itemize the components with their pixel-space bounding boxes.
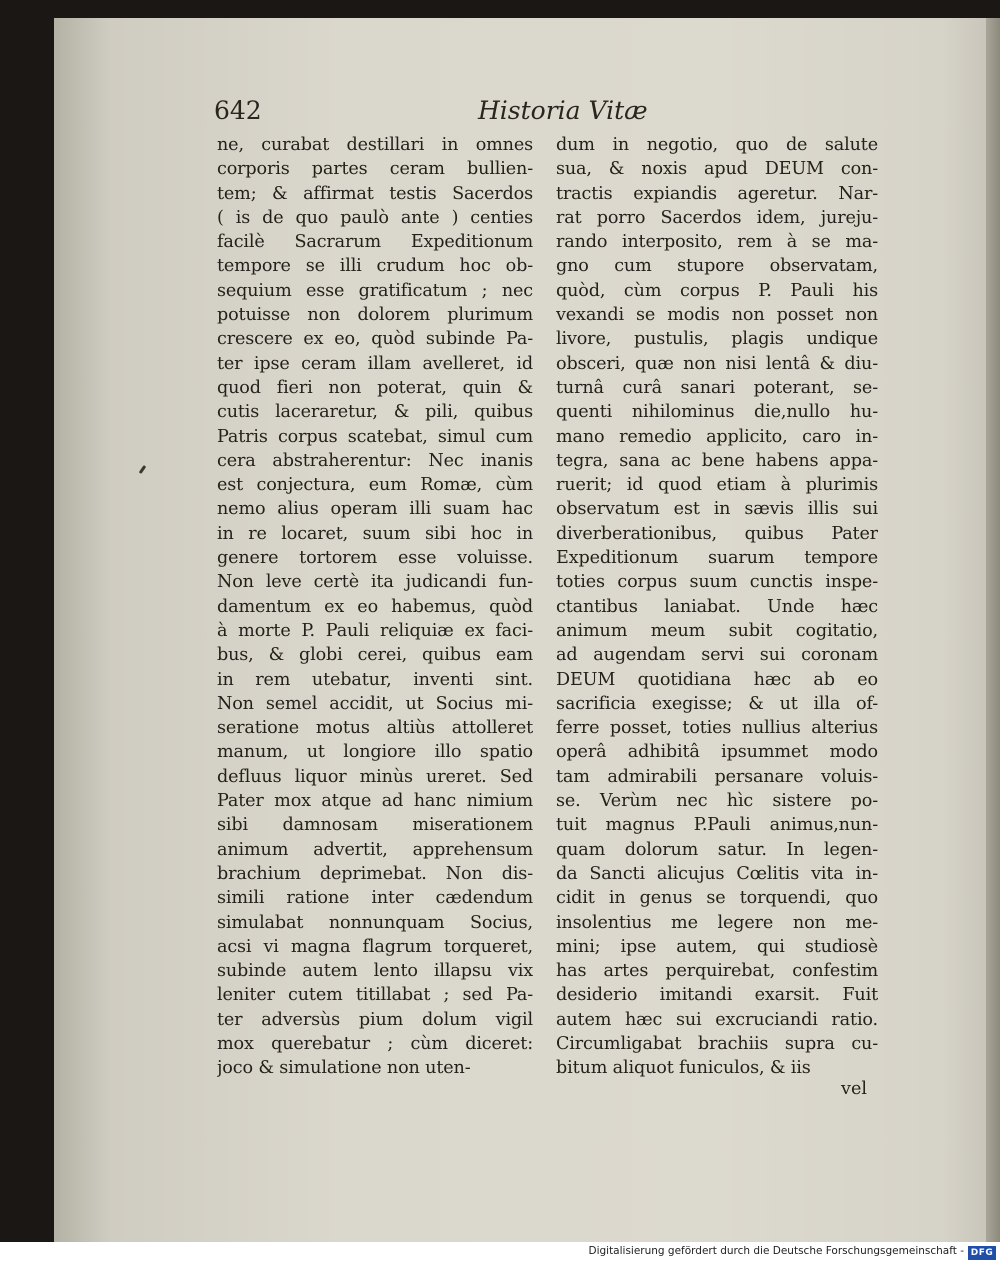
text-line: Circumligabat brachiis supra cu-	[556, 1033, 878, 1054]
dfg-logo: DFG	[968, 1246, 996, 1260]
page-number: 642	[214, 96, 262, 125]
text-line: corporis partes ceram bullien-	[217, 159, 533, 180]
text-line: livore, pustulis, plagis undique	[556, 329, 878, 350]
funding-credit: Digitalisierung gefördert durch die Deutsche Forschungsgemeinschaft -	[588, 1245, 964, 1257]
text-line: ne, curabat destillari in omnes	[217, 135, 533, 155]
text-line: obsceri, quæ non nisi lentâ & diu-	[556, 353, 878, 374]
text-line: mini; ipse autem, qui studiosè	[556, 936, 878, 957]
text-line: sibi damnosam miserationem	[217, 815, 533, 836]
text-line: gno cum stupore observatam,	[556, 256, 878, 277]
text-line: ad augendam servi sui coronam	[556, 645, 878, 666]
text-line: joco & simulatione non uten-	[217, 1058, 471, 1079]
text-line: manum, ut longiore illo spatio	[217, 742, 533, 763]
digitization-footer	[0, 1242, 1000, 1264]
text-line: simili ratione inter cædendum	[217, 888, 533, 909]
text-line: has artes perquirebat, confestim	[556, 961, 878, 982]
text-line: cutis laceraretur, & pili, quibus	[217, 402, 533, 423]
text-line: tractis expiandis ageretur. Nar-	[556, 183, 878, 204]
text-line: desiderio imitandi exarsit. Fuit	[556, 985, 878, 1006]
text-line: da Sancti alicujus Cœlitis vita in-	[556, 863, 878, 884]
text-line: bus, & globi cerei, quibus eam	[217, 645, 533, 666]
text-line: tempore se illi crudum hoc ob-	[217, 256, 533, 277]
text-line: insolentius me legere non me-	[556, 912, 878, 933]
text-line: tam admirabili persanare voluis-	[556, 766, 878, 787]
text-line: ferre posset, toties nullius alterius	[556, 718, 878, 739]
text-line: animum meum subit cogitatio,	[556, 620, 878, 641]
text-line: mox querebatur ; cùm diceret:	[217, 1033, 533, 1054]
text-line: est conjectura, eum Romæ, cùm	[217, 475, 533, 496]
text-line: rat porro Sacerdos idem, jureju-	[556, 207, 878, 228]
text-line: cidit in genus se torquendi, quo	[556, 888, 878, 909]
text-line: potuisse non dolorem plurimum	[217, 305, 533, 326]
text-line: simulabat nonnunquam Socius,	[217, 912, 533, 933]
text-line: acsi vi magna flagrum torqueret,	[217, 936, 533, 957]
text-line: quenti nihilominus die,nullo hu-	[556, 402, 878, 423]
text-line: brachium deprimebat. Non dis-	[217, 863, 533, 884]
text-line: sacrificia exegisse; & ut illa of-	[556, 693, 878, 714]
text-line: ctantibus laniabat. Unde hæc	[556, 596, 878, 617]
text-line: Patris corpus scatebat, simul cum	[217, 426, 533, 447]
catchword: vel	[841, 1079, 867, 1099]
text-line: vexandi se modis non posset non	[556, 305, 878, 326]
text-line: animum advertit, apprehensum	[217, 839, 533, 860]
text-line: ruerit; id quod etiam à plurimis	[556, 475, 878, 496]
right-text-column	[556, 133, 878, 1081]
text-line: in re locaret, suum sibi hoc in	[217, 523, 533, 544]
text-line: dum in negotio, quo de salute	[556, 135, 878, 155]
text-line: sequium esse gratificatum ; nec	[217, 280, 533, 301]
text-line: quod fieri non poterat, quin &	[217, 377, 533, 398]
text-line: bitum aliquot funiculos, & iis	[556, 1058, 811, 1079]
running-title: Historia Vitæ	[478, 96, 648, 125]
text-line: mano remedio applicito, caro in-	[556, 426, 878, 447]
text-line: à morte P. Pauli reliquiæ ex faci-	[217, 620, 533, 641]
text-line: toties corpus suum cunctis inspe-	[556, 572, 878, 593]
text-line: nemo alius operam illi suam hac	[217, 499, 533, 520]
text-line: leniter cutem titillabat ; sed Pa-	[217, 985, 533, 1006]
text-line: subinde autem lento illapsu vix	[217, 961, 533, 982]
text-line: quòd, cùm corpus P. Pauli his	[556, 280, 878, 301]
text-line: quam dolorum satur. In legen-	[556, 839, 878, 860]
text-line: facilè Sacrarum Expeditionum	[217, 232, 533, 253]
text-line: se. Verùm nec hìc sistere po-	[556, 791, 878, 812]
text-line: tuit magnus P.Pauli animus,nun-	[556, 815, 878, 836]
text-line: crescere ex eo, quòd subinde Pa-	[217, 329, 533, 350]
text-line: sua, & noxis apud DEUM con-	[556, 159, 878, 180]
text-line: in rem utebatur, inventi sint.	[217, 669, 533, 690]
text-line: operâ adhibitâ ipsummet modo	[556, 742, 878, 763]
text-line: observatum est in sævis illis sui	[556, 499, 878, 520]
text-line: rando interposito, rem à se ma-	[556, 232, 878, 253]
text-line: cera abstraherentur: Nec inanis	[217, 450, 533, 471]
text-line: ter adversùs pium dolum vigil	[217, 1009, 533, 1030]
text-line: damentum ex eo habemus, quòd	[217, 596, 533, 617]
text-line: ( is de quo paulò ante ) centies	[217, 207, 533, 228]
text-line: genere tortorem esse voluisse.	[217, 548, 533, 569]
text-line: Expeditionum suarum tempore	[556, 548, 878, 569]
text-line: Non semel accidit, ut Socius mi-	[217, 693, 533, 714]
text-line: turnâ curâ sanari poterant, se-	[556, 377, 878, 398]
page-gutter	[986, 18, 1000, 1242]
text-line: Pater mox atque ad hanc nimium	[217, 791, 533, 812]
text-line: autem hæc sui excruciandi ratio.	[556, 1009, 878, 1030]
text-line: tem; & affirmat testis Sacerdos	[217, 183, 533, 204]
text-line: Non leve certè ita judicandi fun-	[217, 572, 533, 593]
text-line: defluus liquor minùs ureret. Sed	[217, 766, 533, 787]
text-line: ter ipse ceram illam avelleret, id	[217, 353, 533, 374]
text-line: diverberationibus, quibus Pater	[556, 523, 878, 544]
text-line: DEUM quotidiana hæc ab eo	[556, 669, 878, 690]
text-line: seratione motus altiùs attolleret	[217, 718, 533, 739]
left-text-column	[217, 133, 533, 1081]
text-line: tegra, sana ac bene habens appa-	[556, 450, 878, 471]
